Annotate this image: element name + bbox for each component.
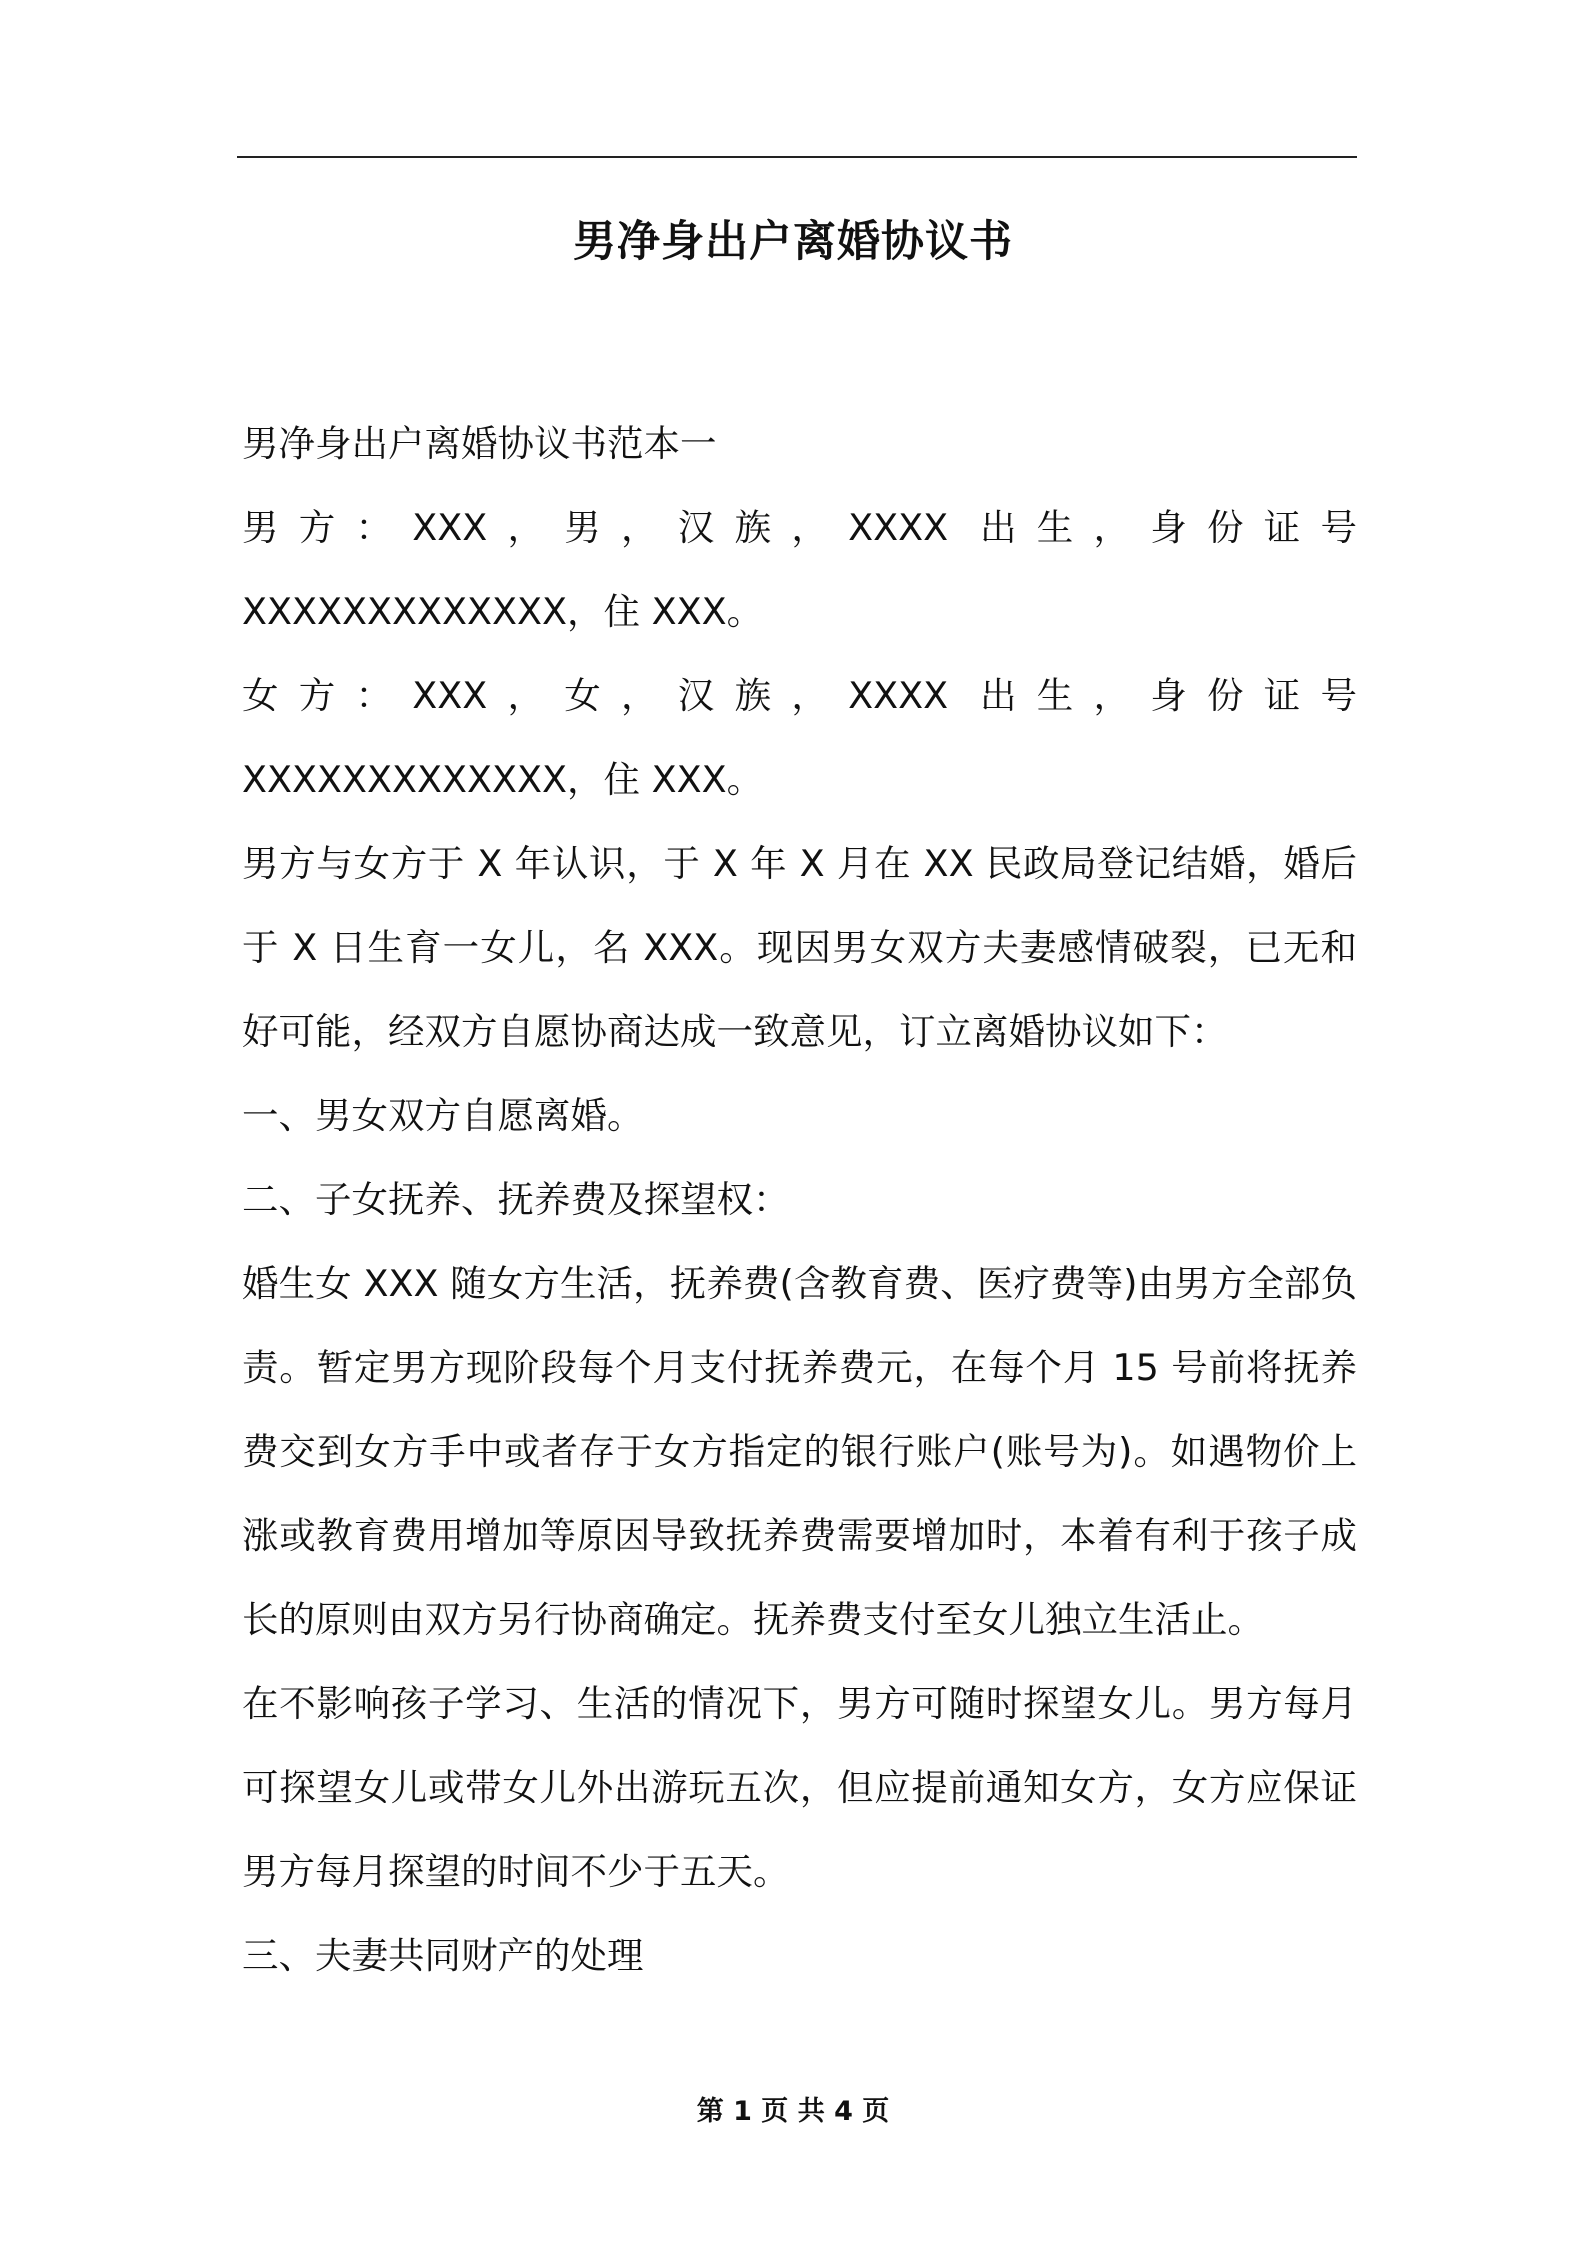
- paragraph-wife-info: 女方：XXX，女，汉族，XXXX 出生，身份证号 XXXXXXXXXXXXX，住 XXX。: [242, 674, 1357, 801]
- document-body: [242, 402, 1357, 1998]
- clause-3-heading: 三、夫妻共同财产的处理: [242, 1934, 644, 1977]
- paragraph-visitation: 在不影响孩子学习、生活的情况下，男方可随时探望女儿。男方每月可探望女儿或带女儿外出游玩五次，但应提前通知女方，女方应保证男方每月探望的时间不少于五天。: [242, 1682, 1357, 1893]
- paragraph-marriage-background: 男方与女方于 X 年认识，于 X 年 X 月在 XX 民政局登记结婚，婚后于 X 日生育一女儿，名 XXX。现因男女双方夫妻感情破裂，已无和好可能，经双方自愿协商达成一致意见，订立离婚协议如下：: [242, 842, 1357, 1053]
- clause-1-divorce: 一、男女双方自愿离婚。: [242, 1094, 644, 1137]
- document-title: 男净身出户离婚协议书: [573, 217, 1013, 267]
- page-footer: [0, 2092, 1586, 2132]
- paragraph-template-heading: 男净身出户离婚协议书范本一: [242, 422, 717, 465]
- clause-2-heading: 二、子女抚养、抚养费及探望权：: [242, 1178, 790, 1221]
- header-rule: [237, 156, 1357, 158]
- paragraph-husband-info: 男方：XXX，男，汉族，XXXX 出生，身份证号 XXXXXXXXXXXXX，住 XXX。: [242, 506, 1357, 633]
- paragraph-child-support: 婚生女 XXX 随女方生活，抚养费(含教育费、医疗费等)由男方全部负责。暂定男方现阶段每个月支付抚养费元，在每个月 15 号前将抚养费交到女方手中或者存于女方指定的银行账户(账号为)。如遇物价上涨或教育费用增加等原因导致抚养费需要增加时，本着有利于孩子成长的原则由双方另行协商确定。抚养费支付至女儿独立生活止。: [242, 1262, 1357, 1641]
- page-number: 第 1 页 共 4 页: [696, 2096, 890, 2127]
